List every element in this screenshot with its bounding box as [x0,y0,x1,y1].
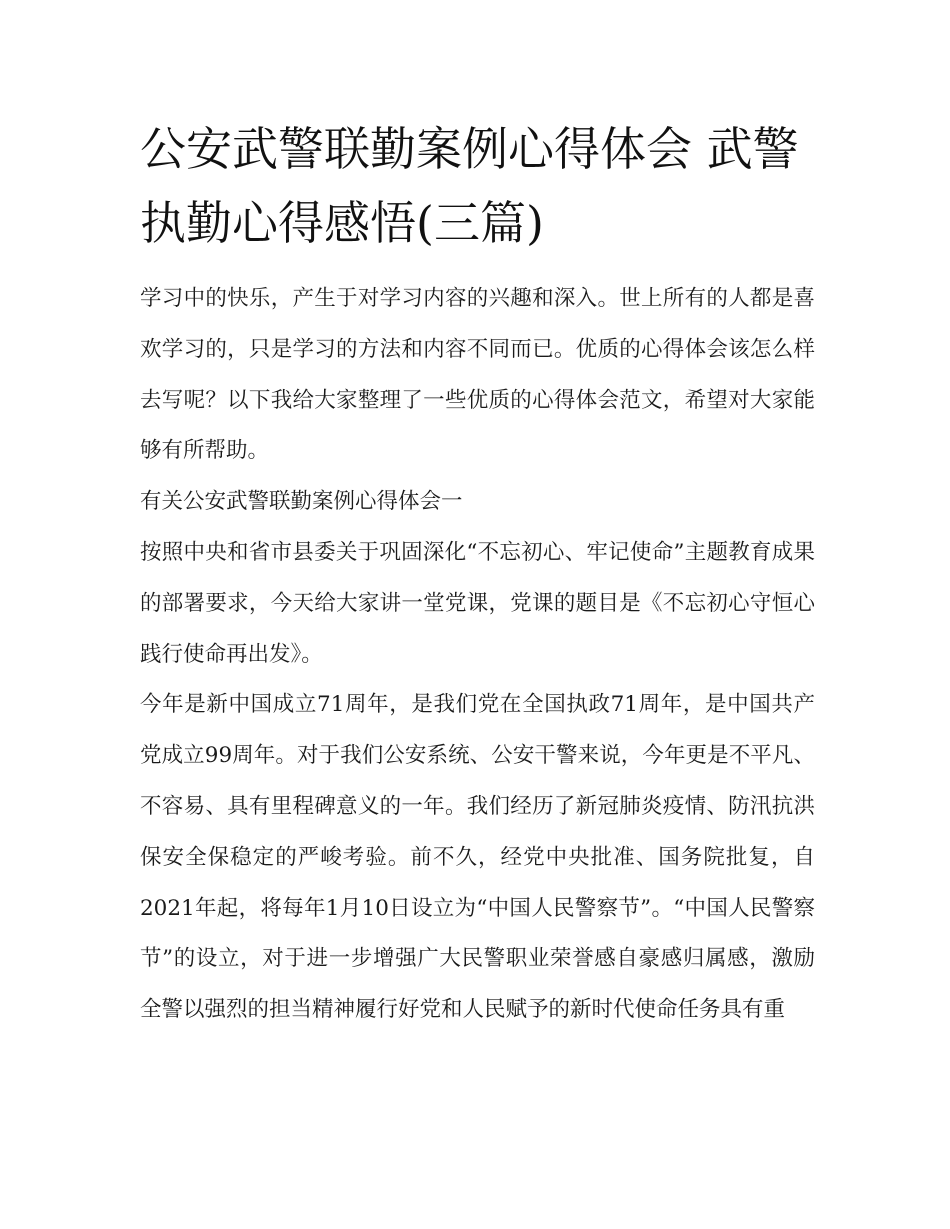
body-paragraph: 今年是新中国成立71周年，是我们党在全国执政71周年，是中国共产党成立99周年。对于我们公安系统、公安干警来说，今年更是不平凡、不容易、具有里程碑意义的一年。我们经历了新冠肺炎疫情、防汛抗洪保安全保稳定的严峻考验。前不久，经党中央批准、国务院批复，自2021年起，将每年1月10日设立为“中国人民警察节”。“中国人民警察节”的设立，对于进一步增强广大民警职业荣誉感自豪感归属感，激励全警以强烈的担当精神履行好党和人民赋予的新时代使命任务具有重 [140,692,815,1023]
document-page [140,112,815,1036]
intro-paragraph: 学习中的快乐，产生于对学习内容的兴趣和深入。世上所有的人都是喜欢学习的，只是学习的方法和内容不同而已。优质的心得体会该怎么样去写呢？以下我给大家整理了一些优质的心得体会范文，希望对大家能够有所帮助。 [140,286,815,464]
section-heading: 有关公安武警联勤案例心得体会一 [140,489,463,515]
document-body [140,274,815,1036]
document-title: 公安武警联勤案例心得体会 武警执勤心得感悟(三篇) [140,122,799,250]
body-paragraph: 按照中央和省市县委关于巩固深化“不忘初心、牢记使命”主题教育成果的部署要求，今天给大家讲一堂党课，党课的题目是《不忘初心守恒心 践行使命再出发》。 [140,539,815,667]
